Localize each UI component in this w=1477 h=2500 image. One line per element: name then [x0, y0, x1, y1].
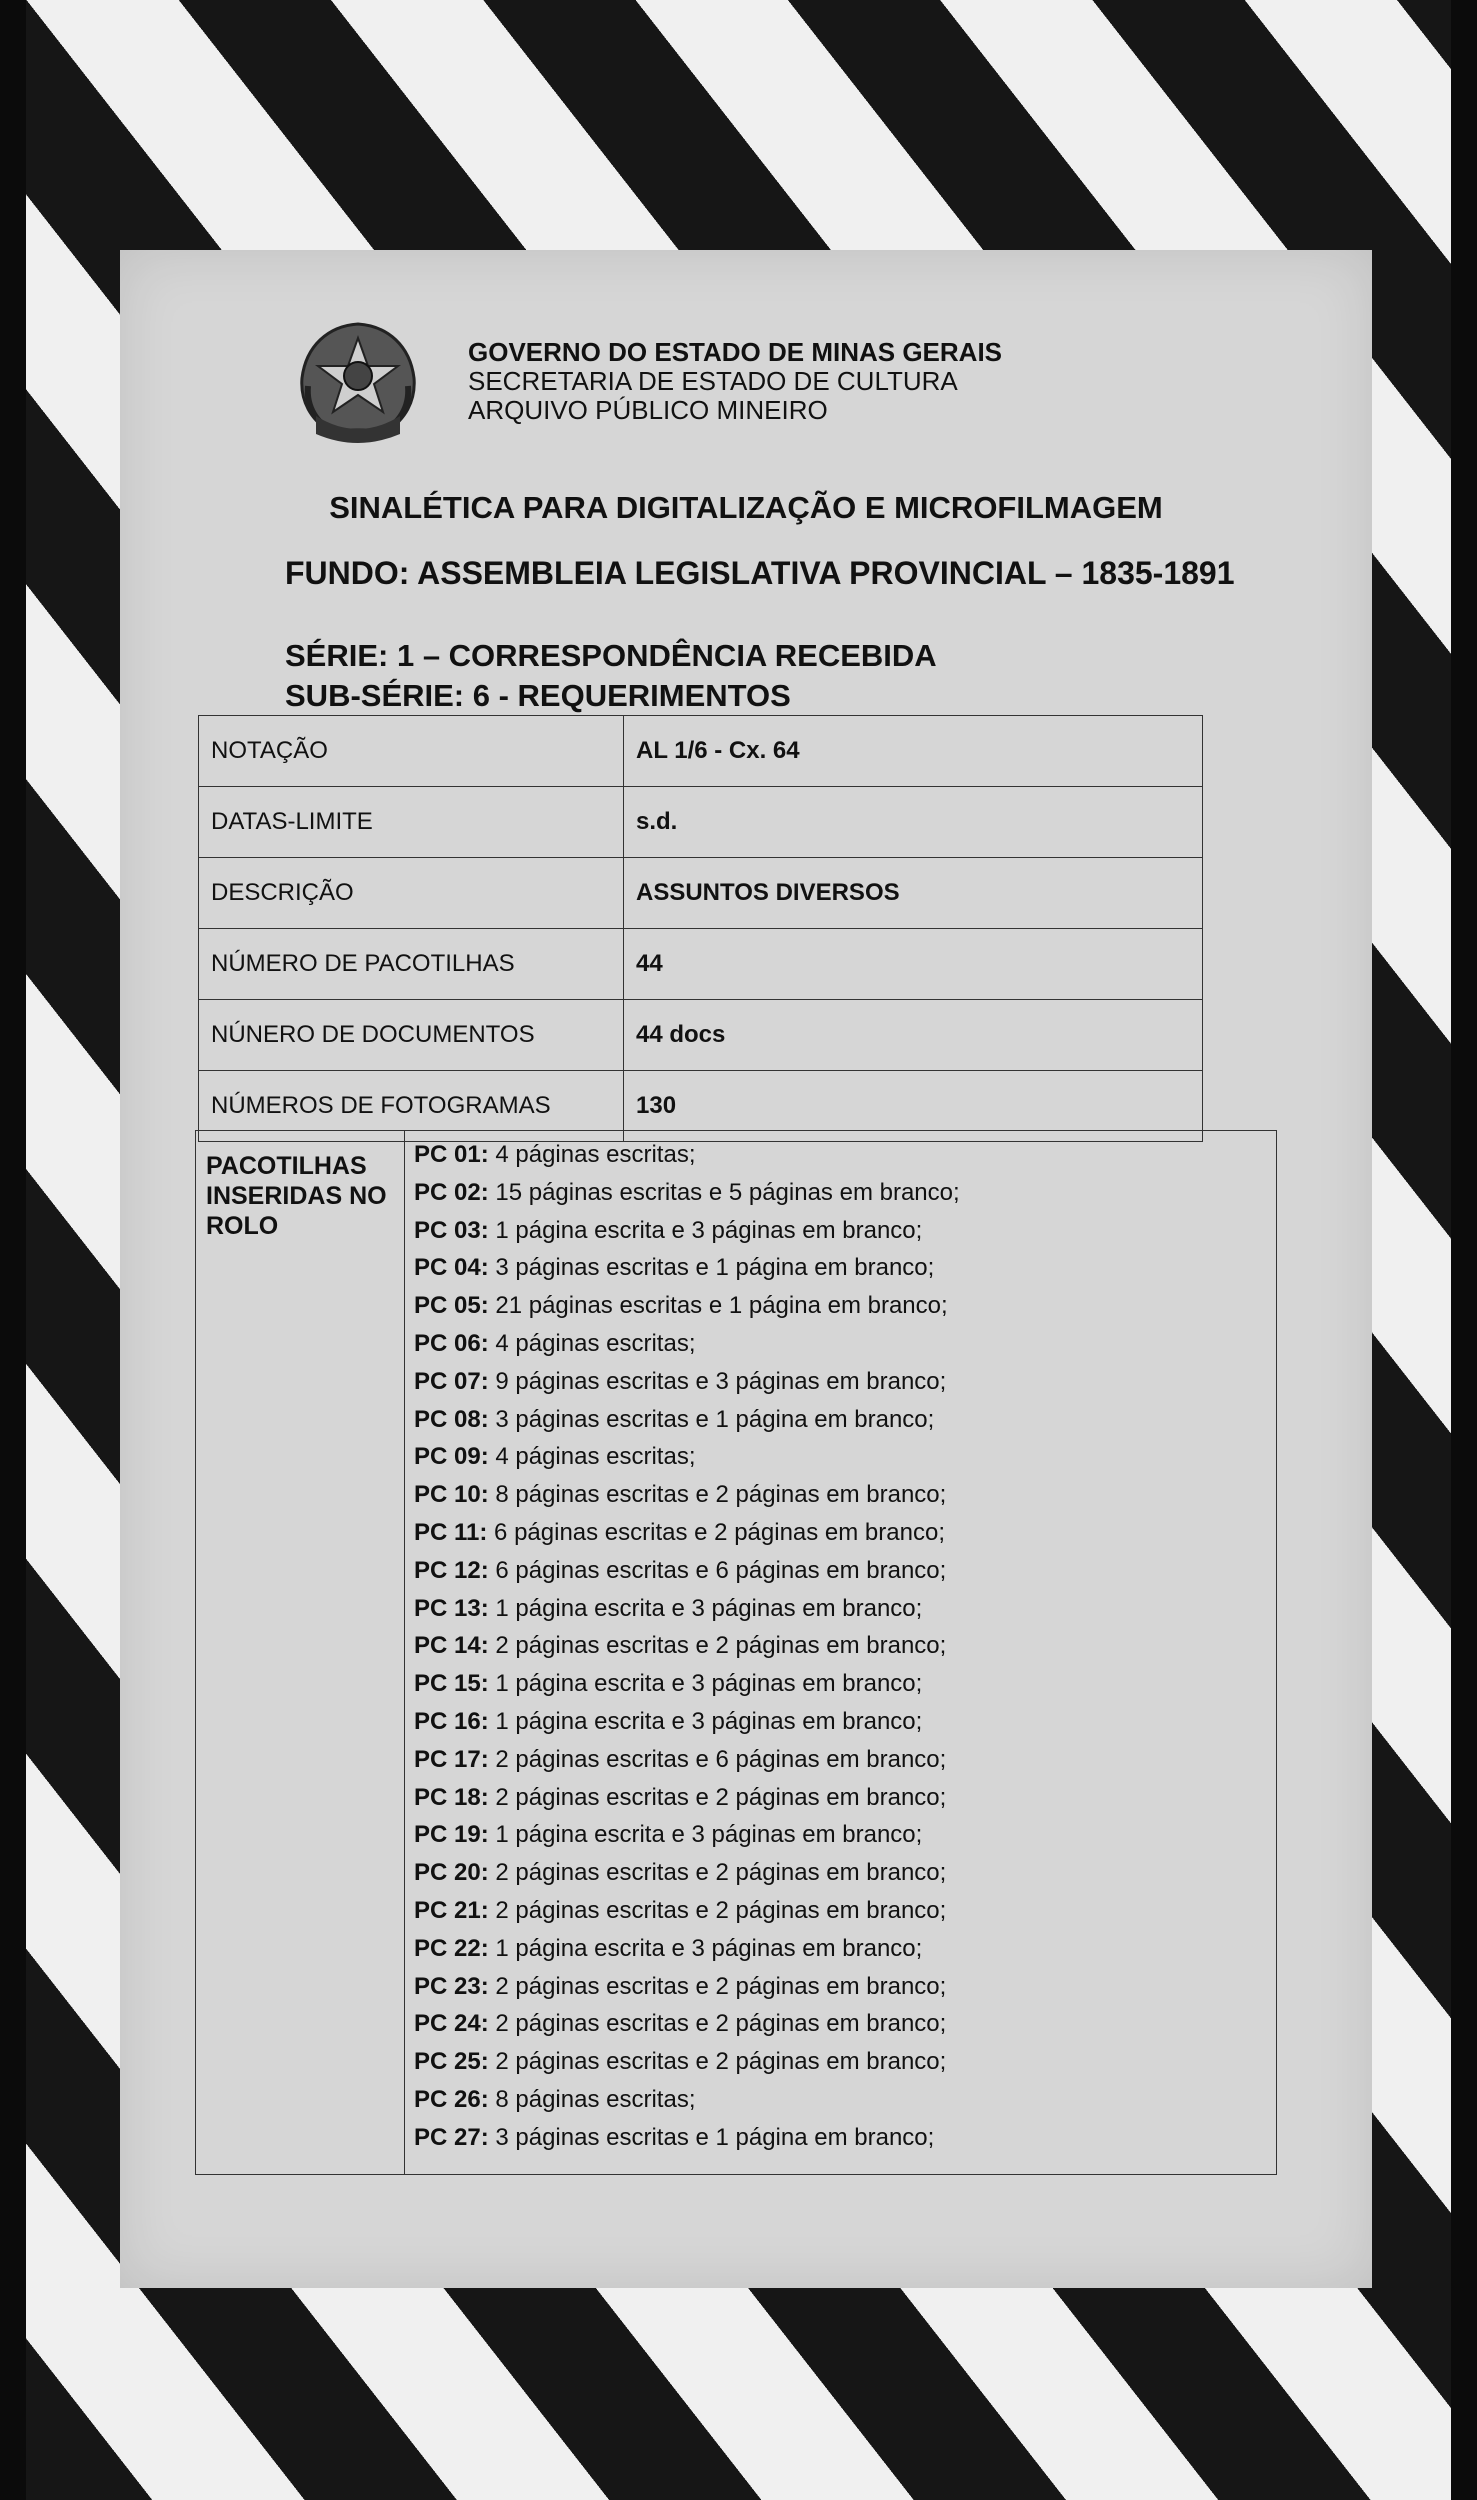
pacotilha-description: 6 páginas escritas e 6 páginas em branco; — [495, 1556, 947, 1584]
pacotilha-item — [414, 1816, 960, 1854]
pacotilha-description: 3 páginas escritas e 1 página em branco; — [495, 1254, 935, 1282]
institution-header — [288, 316, 1188, 446]
pacotilha-item — [414, 1930, 960, 1968]
pacotilha-code: PC 01: — [414, 1141, 489, 1168]
metadata-value: 130 — [624, 1071, 1203, 1142]
pacotilha-code: PC 04: — [414, 1254, 489, 1282]
metadata-row — [199, 858, 1203, 929]
pacotilha-code: PC 18: — [414, 1783, 489, 1811]
pacotilha-code: PC 16: — [414, 1707, 489, 1735]
metadata-value: ASSUNTOS DIVERSOS — [624, 858, 1203, 929]
archive-name: ARQUIVO PÚBLICO MINEIRO — [468, 395, 828, 425]
metadata-table — [198, 715, 1203, 1142]
pacotilha-description: 2 páginas escritas e 2 páginas em branco; — [495, 1896, 947, 1924]
pacotilha-description: 2 páginas escritas e 2 páginas em branco; — [495, 2048, 947, 2076]
pacotilhas-box — [195, 1130, 1277, 2175]
metadata-label: DATAS-LIMITE — [199, 787, 624, 858]
pacotilha-description: 2 páginas escritas e 2 páginas em branco; — [495, 1632, 947, 1660]
metadata-label: NÚNERO DE DOCUMENTOS — [199, 1000, 624, 1071]
state-seal-icon — [288, 316, 428, 446]
pacotilha-code: PC 21: — [414, 1896, 489, 1924]
pacotilha-code: PC 10: — [414, 1481, 489, 1509]
pacotilha-item — [414, 1854, 960, 1892]
series-headings — [285, 636, 937, 716]
pacotilha-code: PC 03: — [414, 1216, 489, 1244]
pacotilha-description: 4 páginas escritas; — [495, 1329, 696, 1357]
pacotilha-code: PC 15: — [414, 1670, 489, 1698]
document-title: SINALÉTICA PARA DIGITALIZAÇÃO E MICROFILMAGEM — [329, 490, 1163, 525]
film-frame-left-edge — [0, 0, 26, 2500]
pacotilha-code: PC 25: — [414, 2048, 489, 2076]
pacotilhas-divider — [404, 1131, 405, 2174]
pacotilha-description: 1 página escrita e 3 páginas em branco; — [495, 1821, 923, 1849]
secretariat-name: SECRETARIA DE ESTADO DE CULTURA — [468, 366, 958, 396]
pacotilha-description: 1 página escrita e 3 páginas em branco; — [495, 1216, 923, 1244]
pacotilha-description: 8 páginas escritas; — [495, 2085, 696, 2113]
pacotilha-item — [414, 1627, 960, 1665]
pacotilha-description: 1 página escrita e 3 páginas em branco; — [495, 1934, 923, 1962]
pacotilha-item — [414, 1174, 960, 1212]
metadata-value: s.d. — [624, 787, 1203, 858]
pacotilha-code: PC 07: — [414, 1367, 489, 1395]
pacotilha-item — [414, 1892, 960, 1930]
metadata-row — [199, 1000, 1203, 1071]
metadata-value: AL 1/6 - Cx. 64 — [624, 716, 1203, 787]
pacotilha-description: 4 páginas escritas; — [495, 1443, 696, 1471]
pacotilha-description: 21 páginas escritas e 1 página em branco; — [495, 1292, 948, 1320]
pacotilha-item — [414, 2005, 960, 2043]
pacotilha-item — [414, 1363, 960, 1401]
pacotilha-description: 2 páginas escritas e 2 páginas em branco; — [495, 1859, 947, 1887]
institution-lines — [468, 338, 1002, 425]
pacotilha-code: PC 22: — [414, 1934, 489, 1962]
pacotilha-item — [414, 1514, 960, 1552]
metadata-value: 44 — [624, 929, 1203, 1000]
metadata-label: NOTAÇÃO — [199, 716, 624, 787]
metadata-row — [199, 929, 1203, 1000]
pacotilha-description: 9 páginas escritas e 3 páginas em branco; — [495, 1367, 947, 1395]
pacotilha-item — [414, 1401, 960, 1439]
pacotilha-item — [414, 1741, 960, 1779]
pacotilha-description: 8 páginas escritas e 2 páginas em branco; — [495, 1481, 947, 1509]
pacotilha-item — [414, 1665, 960, 1703]
pacotilha-code: PC 20: — [414, 1859, 489, 1887]
pacotilha-item — [414, 1212, 960, 1250]
pacotilha-item — [414, 1779, 960, 1817]
fundo-heading: FUNDO: ASSEMBLEIA LEGISLATIVA PROVINCIAL – 1835-1891 — [285, 555, 1235, 591]
signaletic-card — [120, 250, 1372, 2288]
pacotilha-item — [414, 1325, 960, 1363]
pacotilha-item — [414, 2119, 960, 2157]
pacotilha-code: PC 02: — [414, 1178, 489, 1206]
pacotilha-item — [414, 1287, 960, 1325]
pacotilhas-label: PACOTILHAS INSERIDAS NO ROLO — [206, 1152, 387, 1240]
pacotilha-code: PC 06: — [414, 1329, 489, 1357]
pacotilhas-list — [414, 1136, 960, 2157]
pacotilha-item — [414, 1968, 960, 2006]
pacotilha-description: 4 páginas escritas; — [495, 1141, 696, 1168]
metadata-row — [199, 716, 1203, 787]
film-frame-right-edge — [1451, 0, 1477, 2500]
pacotilha-item — [414, 2043, 960, 2081]
pacotilha-item — [414, 1476, 960, 1514]
pacotilha-description: 2 páginas escritas e 6 páginas em branco; — [495, 1745, 947, 1773]
metadata-label: NÚMEROS DE FOTOGRAMAS — [199, 1071, 624, 1142]
metadata-value: 44 docs — [624, 1000, 1203, 1071]
pacotilha-item — [414, 1590, 960, 1628]
pacotilha-code: PC 08: — [414, 1405, 489, 1433]
metadata-label: NÚMERO DE PACOTILHAS — [199, 929, 624, 1000]
pacotilha-code: PC 13: — [414, 1594, 489, 1622]
pacotilha-description: 15 páginas escritas e 5 páginas em branco; — [495, 1178, 960, 1206]
pacotilha-code: PC 17: — [414, 1745, 489, 1773]
pacotilha-code: PC 26: — [414, 2085, 489, 2113]
pacotilha-code: PC 11: — [414, 1518, 488, 1546]
pacotilha-description: 1 página escrita e 3 páginas em branco; — [495, 1707, 923, 1735]
pacotilha-description: 1 página escrita e 3 páginas em branco; — [495, 1670, 923, 1698]
metadata-label: DESCRIÇÃO — [199, 858, 624, 929]
pacotilha-description: 2 páginas escritas e 2 páginas em branco; — [495, 2010, 947, 2038]
pacotilha-code: PC 14: — [414, 1632, 489, 1660]
serie-heading: SÉRIE: 1 – CORRESPONDÊNCIA RECEBIDA — [285, 638, 937, 673]
pacotilha-code: PC 05: — [414, 1292, 489, 1320]
pacotilha-item — [414, 1552, 960, 1590]
pacotilha-code: PC 27: — [414, 2123, 489, 2151]
pacotilha-description: 6 páginas escritas e 2 páginas em branco; — [494, 1518, 945, 1546]
metadata-row — [199, 787, 1203, 858]
pacotilha-description: 3 páginas escritas e 1 página em branco; — [495, 2123, 935, 2151]
pacotilha-code: PC 23: — [414, 1972, 489, 2000]
pacotilha-item — [414, 1249, 960, 1287]
pacotilha-code: PC 09: — [414, 1443, 489, 1471]
pacotilha-item — [414, 1136, 960, 1174]
pacotilha-item — [414, 2081, 960, 2119]
pacotilha-description: 3 páginas escritas e 1 página em branco; — [495, 1405, 935, 1433]
pacotilha-code: PC 12: — [414, 1556, 489, 1584]
pacotilha-description: 2 páginas escritas e 2 páginas em branco; — [495, 1972, 947, 2000]
pacotilha-description: 2 páginas escritas e 2 páginas em branco; — [495, 1783, 947, 1811]
pacotilha-item — [414, 1703, 960, 1741]
pacotilha-code: PC 24: — [414, 2010, 489, 2038]
subserie-heading: SUB-SÉRIE: 6 - REQUERIMENTOS — [285, 678, 791, 713]
pacotilha-item — [414, 1438, 960, 1476]
pacotilha-code: PC 19: — [414, 1821, 489, 1849]
pacotilha-description: 1 página escrita e 3 páginas em branco; — [495, 1594, 923, 1622]
government-name: GOVERNO DO ESTADO DE MINAS GERAIS — [468, 337, 1003, 367]
